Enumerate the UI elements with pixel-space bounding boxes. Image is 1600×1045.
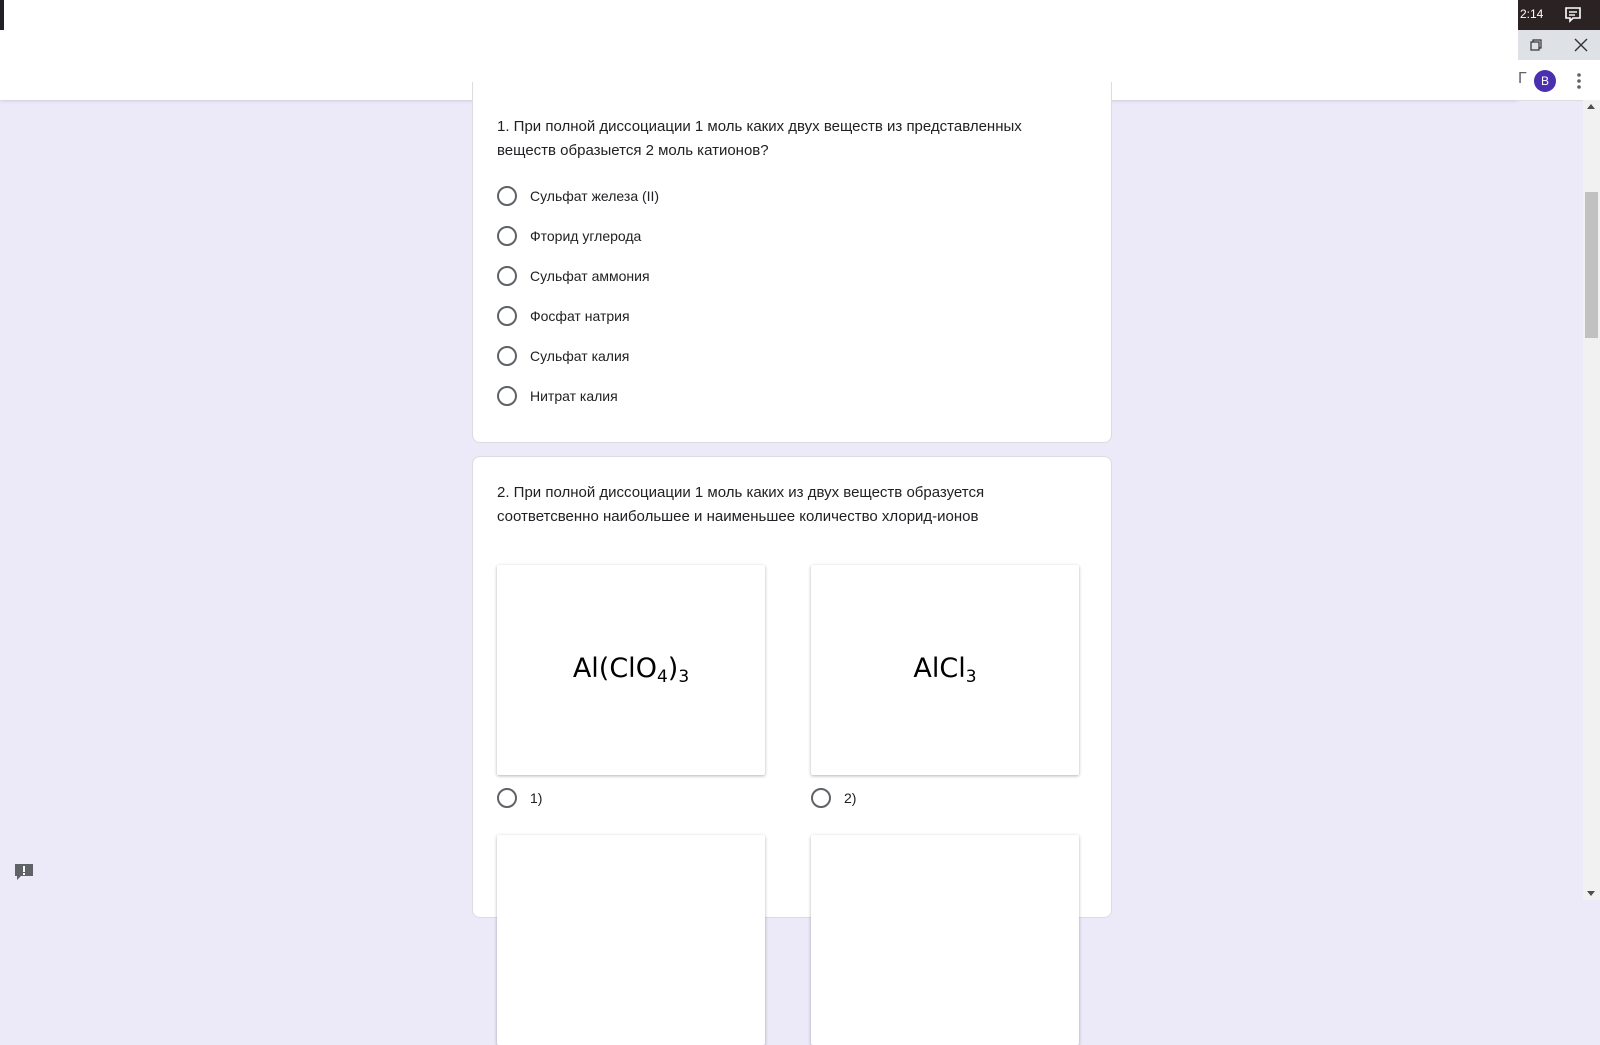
more-menu-icon[interactable] <box>1574 70 1584 92</box>
feedback-icon[interactable] <box>13 862 35 882</box>
scroll-thumb[interactable] <box>1585 192 1598 338</box>
system-tray <box>1518 0 1600 30</box>
option-label: Нитрат калия <box>530 388 618 404</box>
choice-image-4 <box>811 835 1079 1045</box>
question-1-text: 1. При полной диссоциации 1 моль каких двух веществ из представленных веществ образыется 2 моль катионов? <box>497 118 1022 159</box>
option-label: Сульфат аммония <box>530 268 650 284</box>
restore-icon[interactable] <box>1530 39 1542 51</box>
radio-button[interactable] <box>811 788 831 808</box>
scroll-up-arrow-icon[interactable] <box>1587 104 1595 109</box>
toolbar-text-fragment: Г <box>1518 70 1527 87</box>
radio-button[interactable] <box>497 346 517 366</box>
choice-image-2 <box>811 565 1079 775</box>
close-icon[interactable] <box>1574 38 1588 52</box>
radio-button[interactable] <box>497 226 517 246</box>
radio-button[interactable] <box>497 788 517 808</box>
radio-button[interactable] <box>497 306 517 326</box>
formula-text: Al(ClO <box>572 653 657 684</box>
q1-option-2[interactable] <box>497 224 641 248</box>
formula-text: AlCl <box>913 653 966 684</box>
option-label: Сульфат железа (II) <box>530 188 660 204</box>
q1-option-5[interactable] <box>497 344 629 368</box>
q2-option-1[interactable] <box>497 786 542 810</box>
avatar[interactable]: В <box>1534 70 1556 92</box>
choice-image-3 <box>497 835 765 1045</box>
option-label: Фторид углерода <box>530 228 642 244</box>
taskbar-edge <box>0 0 4 30</box>
choice-image-1 <box>497 565 765 775</box>
radio-button[interactable] <box>497 386 517 406</box>
option-label: Сульфат калия <box>530 348 630 364</box>
question-card-2 <box>472 456 1112 918</box>
window-controls <box>1518 30 1600 60</box>
scrollbar[interactable] <box>1583 100 1600 900</box>
formula-2 <box>913 653 976 687</box>
q1-option-1[interactable] <box>497 184 659 208</box>
formula-1 <box>573 653 689 687</box>
formula-text: ) <box>667 653 679 684</box>
formula-subscript: 3 <box>965 667 977 687</box>
browser-toolbar <box>1518 60 1600 101</box>
formula-subscript: 3 <box>678 667 690 687</box>
clock: 2:14 <box>1520 7 1544 21</box>
q1-option-6[interactable] <box>497 384 618 408</box>
formula-subscript: 4 <box>656 667 668 687</box>
notification-icon[interactable] <box>1564 6 1582 24</box>
option-label: 2) <box>844 790 857 806</box>
q1-option-4[interactable] <box>497 304 630 328</box>
radio-button[interactable] <box>497 186 517 206</box>
option-label: Фосфат натрия <box>530 308 630 324</box>
option-label: 1) <box>530 790 543 806</box>
radio-button[interactable] <box>497 266 517 286</box>
question-card-1 <box>472 82 1112 443</box>
question-2-text: 2. При полной диссоциации 1 моль каких из двух веществ образуется соответсвенно наибольшее и наименьшее количество хлорид-ионов <box>497 484 985 525</box>
q1-option-3[interactable] <box>497 264 650 288</box>
q2-option-2[interactable] <box>811 786 856 810</box>
scroll-down-arrow-icon[interactable] <box>1587 891 1595 896</box>
